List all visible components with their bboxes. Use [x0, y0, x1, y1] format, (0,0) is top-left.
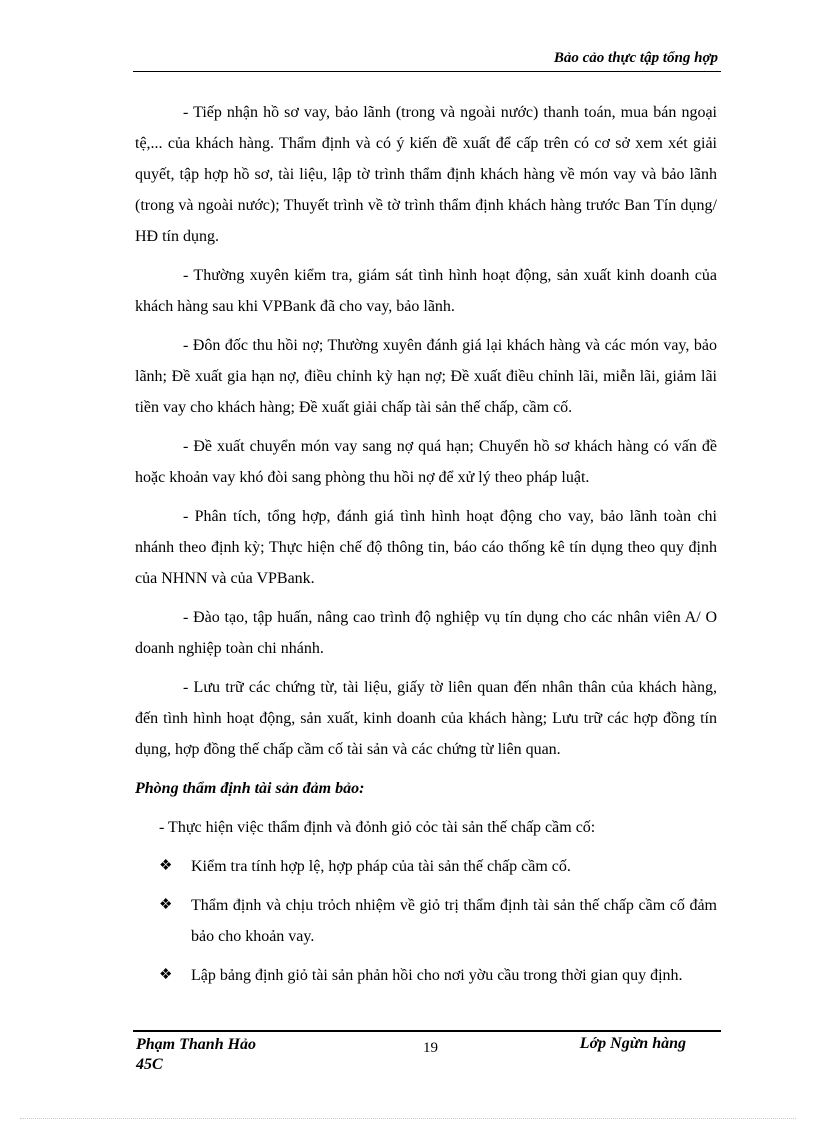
paragraph: - Lưu trữ các chứng từ, tài liệu, giấy tờ liên quan đến nhân thân của khách hàng, đến tình hình hoạt động, sản xuất, kinh doanh của khách hàng; Lưu trữ các hợp đồng tín dụng, hợp đồng thế chấp cầm cố tài sản và các chứng từ liên quan.: [135, 679, 717, 758]
footer-author: Phạm Thanh Hảo: [136, 1036, 257, 1053]
bullet-item: [159, 890, 717, 952]
paragraph: - Đôn đốc thu hồi nợ; Thường xuyên đánh giá lại khách hàng và các món vay, bảo lãnh; Đề xuất gia hạn nợ, điều chỉnh kỳ hạn nợ; Đề xuất điều chỉnh lãi, miễn lãi, giảm lãi tiền vay cho khách hàng; Đề xuất giải chấp tài sản thế chấp, cầm cố.: [135, 337, 717, 416]
footer-class-name: Lớp Ngừn hàng: [579, 1035, 686, 1052]
footer-divider: [133, 1030, 721, 1032]
page-number: 19: [423, 1040, 438, 1056]
bullet-item: [159, 851, 717, 882]
bullet-text: Kiểm tra tính hợp lệ, hợp pháp của tài sản thế chấp cầm cố.: [191, 858, 571, 875]
page-edge: [20, 1118, 796, 1119]
document-body: [135, 97, 717, 999]
paragraph: - Tiếp nhận hồ sơ vay, bảo lãnh (trong và ngoài nước) thanh toán, mua bán ngoại tệ,... của khách hàng. Thẩm định và có ý kiến đề xuất để cấp trên có cơ sở xem xét giải quyết, tập hợp hồ sơ, tài liệu, lập tờ trình thẩm định khách hàng về món vay và bảo lãnh (trong và ngoài nước); Thuyết trình về tờ trình thẩm định khách hàng trước Ban Tín dụng/ HĐ tín dụng.: [135, 104, 717, 245]
header-title: Bảo cảo thực tập tổng hợp: [553, 50, 718, 66]
bullet-text: Thẩm định và chịu trỏch nhiệm về giỏ trị thẩm định tài sản thế chấp cầm cố đảm bảo cho khoản vay.: [191, 897, 717, 945]
diamond-bullet-icon: ❖: [159, 897, 173, 913]
diamond-bullet-icon: ❖: [159, 858, 173, 874]
footer-class-code: 45C: [136, 1056, 163, 1073]
paragraph: - Thường xuyên kiểm tra, giám sát tình hình hoạt động, sản xuất kinh doanh của khách hàng sau khi VPBank đã cho vay, bảo lãnh.: [135, 267, 717, 315]
footer-author-block: [136, 1035, 296, 1075]
paragraph: - Đào tạo, tập huấn, nâng cao trình độ nghiệp vụ tín dụng cho các nhân viên A/ O doanh nghiệp toàn chi nhánh.: [135, 609, 717, 657]
diamond-bullet-icon: ❖: [159, 967, 173, 983]
section-heading: Phòng thẩm định tài sản đảm bảo:: [135, 780, 365, 797]
section-intro: - Thực hiện việc thẩm định và đỏnh giỏ cỏc tài sản thế chấp cầm cố:: [159, 819, 596, 836]
bullet-text: Lập bảng định giỏ tài sản phản hồi cho nơi yờu cầu trong thời gian quy định.: [191, 967, 683, 984]
header-divider: [133, 71, 721, 72]
paragraph: - Phân tích, tổng hợp, đánh giá tình hình hoạt động cho vay, bảo lãnh toàn chi nhánh theo định kỳ; Thực hiện chế độ thông tin, báo cáo thống kê tín dụng theo quy định của NHNN và của VPBank.: [135, 508, 717, 587]
paragraph: - Đề xuất chuyển món vay sang nợ quá hạn; Chuyển hồ sơ khách hàng có vấn đề hoặc khoản vay khó đòi sang phòng thu hồi nợ để xử lý theo pháp luật.: [135, 438, 717, 486]
bullet-item: [159, 960, 717, 991]
